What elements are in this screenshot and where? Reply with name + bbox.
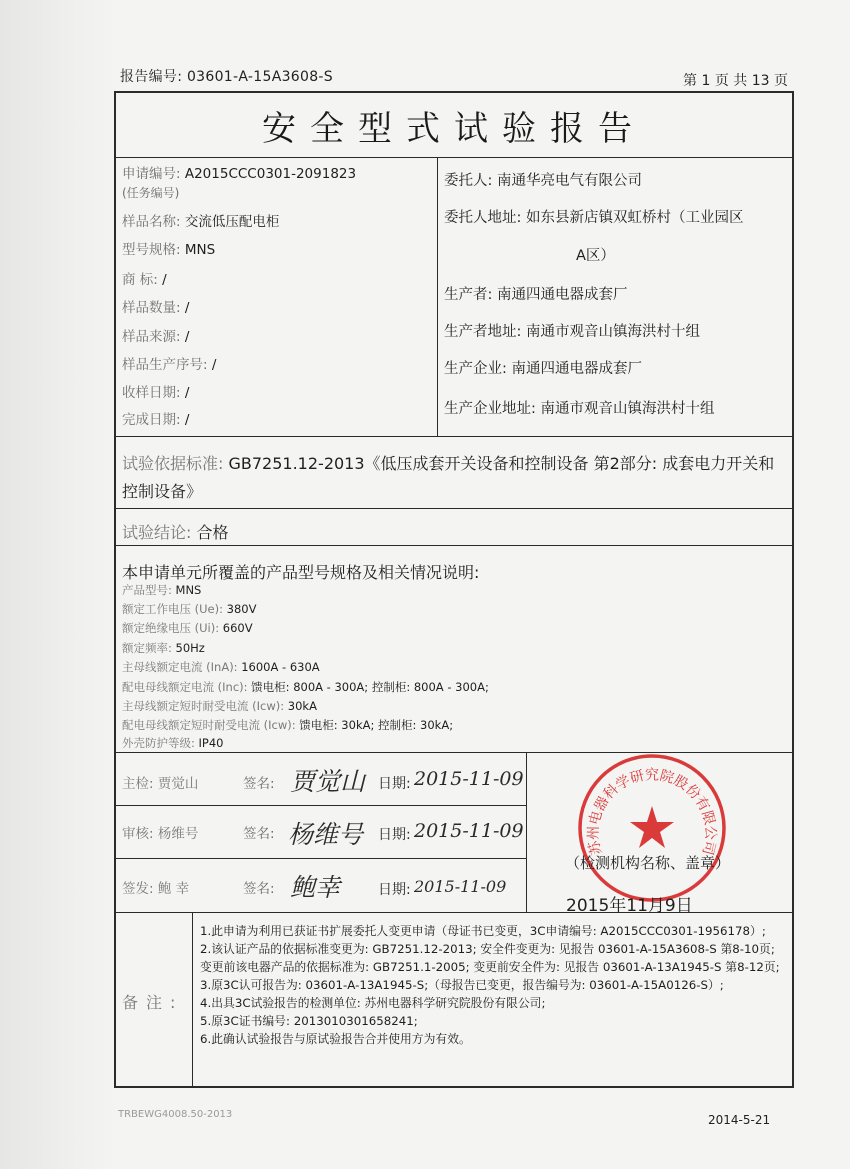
divider-coverage [116, 545, 792, 546]
inspector-signature: 贾觉山 [290, 767, 366, 796]
manufacturer-address: 生产企业地址: 南通市观音山镇海洪村十组 [444, 401, 715, 417]
institution-label: （检测机构名称、盖章） [565, 854, 731, 872]
info-row-sample-name: 样品名称: 交流低压配电柜 [122, 214, 280, 230]
coverage-item: 配电母线额定电流 (Inc): 馈电柜: 800A - 300A; 控制柜: 800A - 300A; [122, 680, 489, 694]
approver-sign-label: 签名: [243, 881, 275, 897]
institution-date: 2015年11月9日 [566, 896, 693, 916]
reviewer-sign-label: 签名: [243, 826, 275, 842]
client-address-cont: A区） [576, 248, 615, 264]
reviewer-date-label: 日期: [378, 827, 411, 843]
coverage-title: 本申请单元所覆盖的产品型号规格及相关情况说明: [122, 563, 480, 582]
reviewer-role: 审核: 杨维号 [122, 826, 199, 842]
producer: 生产者: 南通四通电器成套厂 [444, 287, 628, 303]
coverage-item: 额定工作电压 (Ue): 380V [122, 602, 257, 616]
divider-standard [116, 436, 792, 437]
info-row-serial-no: 样品生产序号: / [122, 357, 217, 373]
notes-column-divider [192, 912, 193, 1086]
coverage-item: 外壳防护等级: IP40 [122, 736, 224, 750]
producer-address: 生产者地址: 南通市观音山镇海洪村十组 [444, 324, 700, 340]
inspector-role: 主检: 贾觉山 [122, 776, 199, 792]
test-conclusion: 试验结论: 合格 [122, 523, 229, 542]
report-number: 报告编号: 03601-A-15A3608-S [120, 69, 333, 85]
form-code: TRBEWG4008.50-2013 [118, 1109, 233, 1120]
approver-date: 2015-11-09 [414, 877, 507, 896]
divider-sig-row-1 [116, 805, 526, 806]
approver-date-label: 日期: [378, 882, 411, 898]
reviewer-date: 2015-11-09 [414, 820, 524, 842]
stamp-column-divider [526, 752, 527, 912]
client-name: 委托人: 南通华亮电气有限公司 [444, 173, 642, 189]
coverage-item: 主母线额定电流 (InA): 1600A - 630A [122, 660, 320, 674]
notes-label: 备注: [122, 993, 184, 1012]
inspector-sign-label: 签名: [243, 776, 275, 792]
reviewer-signature: 杨维号 [288, 820, 364, 849]
notes-list [200, 922, 790, 1048]
coverage-item: 额定频率: 50Hz [122, 641, 205, 655]
coverage-item: 配电母线额定短时耐受电流 (Icw): 馈电柜: 30kA; 控制柜: 30kA; [122, 718, 454, 732]
info-row-model: 型号规格: MNS [122, 242, 216, 258]
info-row-trademark: 商 标: / [122, 272, 167, 288]
test-standard: 试验依据标准: GB7251.12-2013《低压成套开关设备和控制设备 第2部分: 成套电力开关和控制设备》 [122, 454, 775, 501]
info-row-task-no: (任务编号) [122, 186, 180, 200]
divider-sig-row-2 [116, 858, 526, 859]
divider-conclusion [116, 508, 792, 509]
institution-seal-icon [576, 752, 728, 904]
info-column-divider [437, 158, 438, 436]
note-item: 1.此申请为利用已获证书扩展委托人变更申请（母证书已变更，3C申请编号: A2015CCC0301-1956178）; [200, 924, 766, 938]
note-item: 6.此确认试验报告与原试验报告合并使用方为有效。 [200, 1032, 471, 1046]
note-item: 2.该认证产品的依据标准变更为: GB7251.12-2013; 安全件变更为: 见报告 03601-A-15A3608-S 第8-10页; 变更前该电器产品的依据标准为: GB7251.1-2005; 变更前安全件为: 见报告 03601-A-13A1945-S 第8-12页; [200, 942, 780, 974]
approver-role: 签发: 鲍 幸 [122, 881, 190, 897]
info-row-application-no: 申请编号: A2015CCC0301-2091823 [122, 166, 357, 182]
manufacturer: 生产企业: 南通四通电器成套厂 [444, 361, 642, 377]
coverage-item: 主母线额定短时耐受电流 (Icw): 30kA [122, 699, 317, 713]
form-date: 2014-5-21 [708, 1113, 771, 1127]
note-item: 5.原3C证书编号: 2013010301658241; [200, 1014, 418, 1028]
client-address: 委托人地址: 如东县新店镇双虹桥村（工业园区 [444, 210, 744, 226]
report-title: 安全型式试验报告 [116, 93, 792, 158]
svg-text:苏州电器科学研究院股份有限公司: 苏州电器科学研究院股份有限公司 [585, 767, 719, 857]
note-item: 4.出具3C试验报告的检测单位: 苏州电器科学研究院股份有限公司; [200, 996, 546, 1010]
info-row-sample-source: 样品来源: / [122, 329, 190, 345]
info-row-sample-quantity: 样品数量: / [122, 300, 190, 316]
inspector-date-label: 日期: [378, 776, 411, 792]
info-row-received-date: 收样日期: / [122, 385, 190, 401]
note-item: 3.原3C认可报告为: 03601-A-13A1945-S;（母报告已变更，报告编号为: 03601-A-15A0126-S）; [200, 978, 724, 992]
coverage-item: 产品型号: MNS [122, 583, 202, 597]
inspector-date: 2015-11-09 [414, 768, 524, 790]
info-row-completed-date: 完成日期: / [122, 412, 190, 428]
page-info: 第 1 页 共 13 页 [683, 73, 788, 89]
coverage-item: 额定绝缘电压 (Ui): 660V [122, 621, 253, 635]
approver-signature: 鲍幸 [290, 873, 341, 902]
